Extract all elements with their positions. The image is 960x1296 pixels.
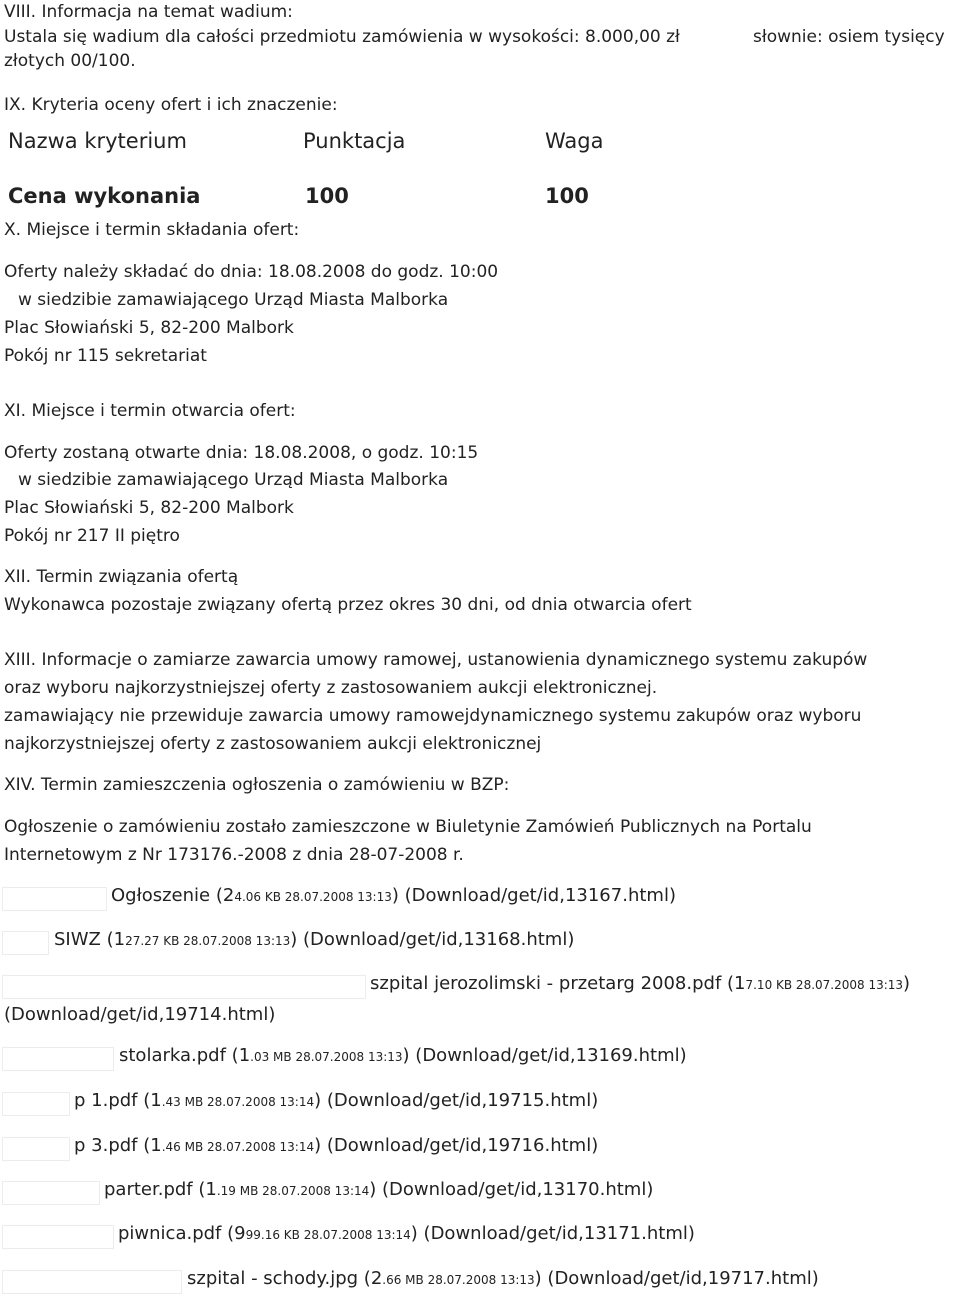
attachment-link[interactable]: (Download/get/id,19716.html) [326, 1135, 599, 1156]
attachment-thumbnail [2, 931, 49, 955]
criteria-row-name: Cena wykonania [8, 184, 201, 208]
attachment-meta: .03 MB 28.07.2008 13:13 [250, 1050, 403, 1064]
criteria-row-points: 100 [305, 184, 349, 208]
attachment-item[interactable]: piwnica.pdf (999.16 KB 28.07.2008 13:14) (Download/get/id,13171.html) [118, 1223, 695, 1244]
section-12-heading: XII. Termin związania ofertą [4, 567, 239, 587]
attachment-meta: 4.06 KB 28.07.2008 13:13 [234, 890, 392, 904]
attachment-meta: 99.16 KB 28.07.2008 13:14 [245, 1228, 411, 1242]
attachment-name[interactable]: stolarka.pdf [119, 1045, 226, 1066]
attachment-meta: 7.10 KB 28.07.2008 13:13 [745, 978, 904, 992]
opening-address: Plac Słowiański 5, 82-200 Malbork [4, 498, 294, 518]
attachment-link[interactable]: (Download/get/id,19717.html) [547, 1268, 819, 1289]
opening-place: w siedzibie zamawiającego Urząd Miasta Malborka [18, 470, 449, 490]
wadium-line-2: złotych 00/100. [4, 51, 136, 71]
attachment-size-lead: 2 [370, 1268, 383, 1289]
attachment-size-lead: 1 [150, 1135, 162, 1156]
attachment-link[interactable]: (Download/get/id,13167.html) [404, 885, 676, 906]
attachment-thumbnail [2, 1092, 70, 1116]
section-14-heading: XIV. Termin zamieszczenia ogłoszenia o zamówieniu w BZP: [4, 775, 510, 795]
attachment-meta: .43 MB 28.07.2008 13:14 [161, 1095, 315, 1109]
wadium-words: słownie: osiem tysięcy [753, 27, 945, 47]
submission-place: w siedzibie zamawiającego Urząd Miasta Malborka [18, 290, 449, 310]
section-10-heading: X. Miejsce i termin składania ofert: [4, 220, 300, 240]
criteria-header-name: Nazwa kryterium [8, 129, 187, 153]
criteria-row-weight: 100 [545, 184, 589, 208]
attachment-thumbnail [2, 975, 366, 999]
attachment-item[interactable]: parter.pdf (1.19 MB 28.07.2008 13:14) (Download/get/id,13170.html) [104, 1179, 654, 1200]
attachment-item[interactable]: szpital jerozolimski - przetarg 2008.pdf (17.10 KB 28.07.2008 13:13) [370, 973, 911, 994]
attachment-link[interactable]: (Download/get/id,13169.html) [415, 1045, 687, 1066]
attachment-thumbnail [2, 887, 107, 911]
criteria-header-weight: Waga [545, 129, 604, 153]
attachment-size-lead: 1 [238, 1045, 251, 1066]
attachment-name[interactable]: p 1.pdf [74, 1090, 138, 1111]
attachment-thumbnail [2, 1181, 100, 1205]
attachment-thumbnail [2, 1225, 114, 1249]
section-13-line-1: XIII. Informacje o zamiarze zawarcia umowy ramowej, ustanowienia dynamicznego systemu zakupów [4, 650, 868, 670]
attachment-item[interactable]: p 1.pdf (1.43 MB 28.07.2008 13:14) (Download/get/id,19715.html) [74, 1090, 599, 1111]
attachment-item[interactable]: szpital - schody.jpg (2.66 MB 28.07.2008 13:13) (Download/get/id,19717.html) [187, 1268, 819, 1289]
section-13-line-2: oraz wyboru najkorzystniejszej oferty z zastosowaniem aukcji elektronicznej. [4, 678, 658, 698]
section-11-heading: XI. Miejsce i termin otwarcia ofert: [4, 401, 296, 421]
attachment-size-lead: 1 [113, 929, 126, 950]
attachment-thumbnail [2, 1270, 182, 1294]
opening-room: Pokój nr 217 II piętro [4, 526, 180, 546]
submission-room: Pokój nr 115 sekretariat [4, 346, 207, 366]
attachment-item[interactable]: stolarka.pdf (1.03 MB 28.07.2008 13:13) (Download/get/id,13169.html) [119, 1045, 687, 1066]
attachment-size-lead: 1 [205, 1179, 217, 1200]
attachment-thumbnail [2, 1137, 70, 1161]
attachment-item[interactable]: Ogłoszenie (24.06 KB 28.07.2008 13:13) (Download/get/id,13167.html) [111, 885, 676, 906]
criteria-header-points: Punktacja [303, 129, 406, 153]
attachment-name[interactable]: parter.pdf [104, 1179, 193, 1200]
attachment-name[interactable]: szpital jerozolimski - przetarg 2008.pdf [370, 973, 722, 994]
section-13-line-4: najkorzystniejszej oferty z zastosowaniem aukcji elektronicznej [4, 734, 542, 754]
attachment-name[interactable]: szpital - schody.jpg [187, 1268, 359, 1289]
section-8-heading: VIII. Informacja na temat wadium: [4, 2, 293, 22]
binding-period: Wykonawca pozostaje związany ofertą przez okres 30 dni, od dnia otwarcia ofert [4, 595, 692, 615]
attachment-link[interactable]: (Download/get/id,13168.html) [303, 929, 575, 950]
attachment-size-lead: 1 [150, 1090, 162, 1111]
attachment-meta: .46 MB 28.07.2008 13:14 [161, 1140, 315, 1154]
bzp-line-1: Ogłoszenie o zamówieniu zostało zamieszczone w Biuletynie Zamówień Publicznych na Portalu [4, 817, 812, 837]
attachment-link[interactable]: (Download/get/id,13170.html) [382, 1179, 654, 1200]
opening-date: Oferty zostaną otwarte dnia: 18.08.2008, o godz. 10:15 [4, 443, 479, 463]
section-13-line-3: zamawiający nie przewiduje zawarcia umowy ramowejdynamicznego systemu zakupów oraz wyboru [4, 706, 862, 726]
attachment-name[interactable]: Ogłoszenie [111, 885, 211, 906]
attachment-link[interactable]: (Download/get/id,13171.html) [423, 1223, 695, 1244]
attachment-thumbnail [2, 1047, 114, 1071]
attachment-link[interactable]: (Download/get/id,19715.html) [326, 1090, 599, 1111]
attachment-size-lead: 9 [234, 1223, 246, 1244]
bzp-line-2: Internetowym z Nr 173176.-2008 z dnia 28-07-2008 r. [4, 845, 464, 865]
wadium-line: Ustala się wadium dla całości przedmiotu zamówienia w wysokości: 8.000,00 zł [4, 27, 680, 47]
attachment-name[interactable]: piwnica.pdf [118, 1223, 222, 1244]
attachment-meta: 27.27 KB 28.07.2008 13:13 [125, 934, 291, 948]
submission-address: Plac Słowiański 5, 82-200 Malbork [4, 318, 294, 338]
attachment-size-lead: 2 [222, 885, 235, 906]
attachment-item[interactable]: p 3.pdf (1.46 MB 28.07.2008 13:14) (Download/get/id,19716.html) [74, 1135, 599, 1156]
section-9-heading: IX. Kryteria oceny ofert i ich znaczenie: [4, 95, 338, 115]
attachment-name[interactable]: p 3.pdf [74, 1135, 138, 1156]
attachment-link[interactable]: (Download/get/id,19714.html) [4, 1004, 276, 1025]
attachment-meta: .19 MB 28.07.2008 13:14 [216, 1184, 370, 1198]
attachment-name[interactable]: SIWZ [54, 929, 101, 950]
attachment-item[interactable]: SIWZ (127.27 KB 28.07.2008 13:13) (Download/get/id,13168.html) [54, 929, 575, 950]
attachment-meta: .66 MB 28.07.2008 13:13 [382, 1273, 535, 1287]
attachment-size-lead: 1 [734, 973, 746, 994]
submission-deadline: Oferty należy składać do dnia: 18.08.2008 do godz. 10:00 [4, 262, 499, 282]
